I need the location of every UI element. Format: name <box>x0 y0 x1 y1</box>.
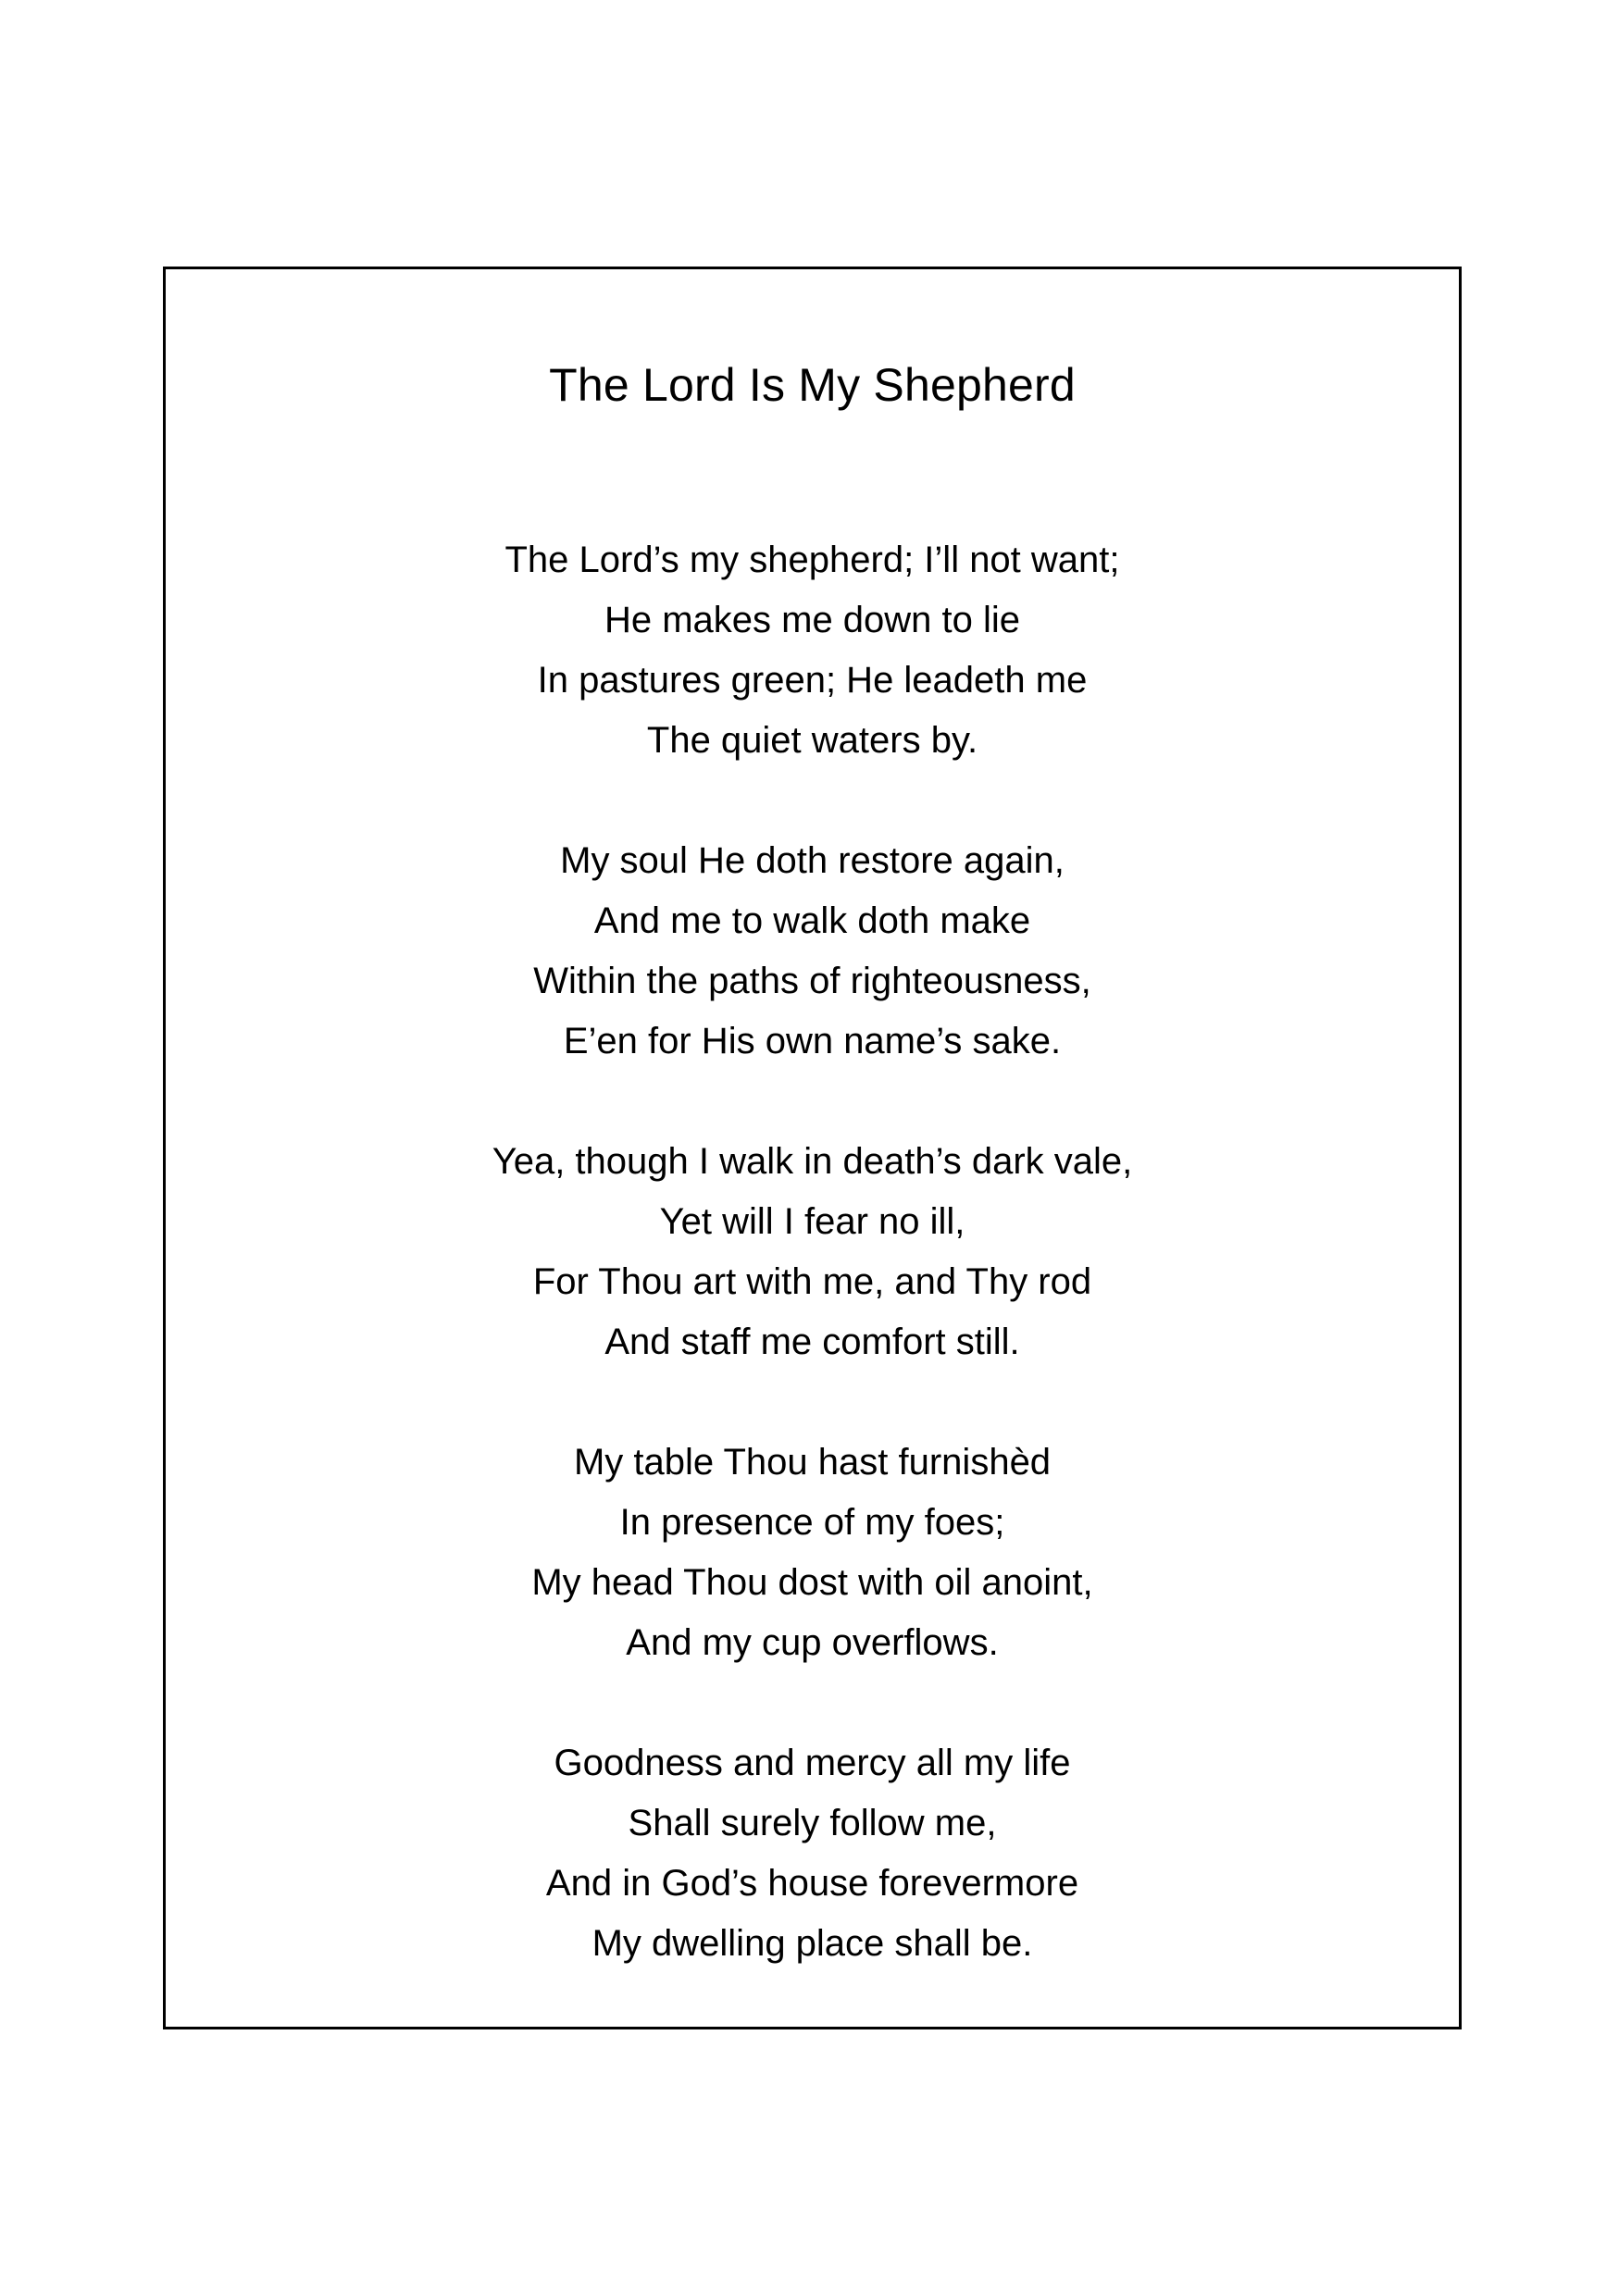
poem-line: My head Thou dost with oil anoint, <box>531 1562 1093 1603</box>
poem-line: He makes me down to lie <box>604 600 1021 640</box>
poem-line: In pastures green; He leadeth me <box>537 660 1088 701</box>
poem-line: Yea, though I walk in death’s dark vale, <box>492 1141 1133 1182</box>
poem-frame <box>163 267 1462 2029</box>
poem-line: Within the paths of righteousness, <box>533 961 1091 1001</box>
poem-line: E’en for His own name’s sake. <box>563 1021 1062 1061</box>
poem-line: Yet will I fear no ill, <box>659 1201 965 1242</box>
poem-line: And staff me comfort still. <box>604 1322 1020 1362</box>
stanza-3 <box>166 1132 1459 1372</box>
poem-line: My soul He doth restore again, <box>560 840 1065 881</box>
poem-line: The quiet waters by. <box>646 720 978 761</box>
poem-line: Shall surely follow me, <box>628 1803 997 1843</box>
poem-line: And me to walk doth make <box>593 900 1031 941</box>
poem-line: And my cup overflows. <box>626 1622 999 1663</box>
poem-line: In presence of my foes; <box>619 1502 1005 1543</box>
poem-body <box>166 530 1459 2034</box>
poem-title: The Lord Is My Shepherd <box>549 359 1076 411</box>
poem-line: And in God’s house forevermore <box>545 1863 1079 1904</box>
poem-line: For Thou art with me, and Thy rod <box>532 1261 1092 1302</box>
stanza-2 <box>166 831 1459 1072</box>
poem-line: Goodness and mercy all my life <box>554 1743 1071 1783</box>
stanza-1 <box>166 530 1459 771</box>
poem-line: The Lord’s my shepherd; I’ll not want; <box>504 540 1120 580</box>
poem-line: My table Thou hast furnishèd <box>573 1442 1052 1483</box>
poem-line: My dwelling place shall be. <box>592 1923 1033 1964</box>
stanza-5 <box>166 1733 1459 1974</box>
stanza-4 <box>166 1433 1459 1673</box>
